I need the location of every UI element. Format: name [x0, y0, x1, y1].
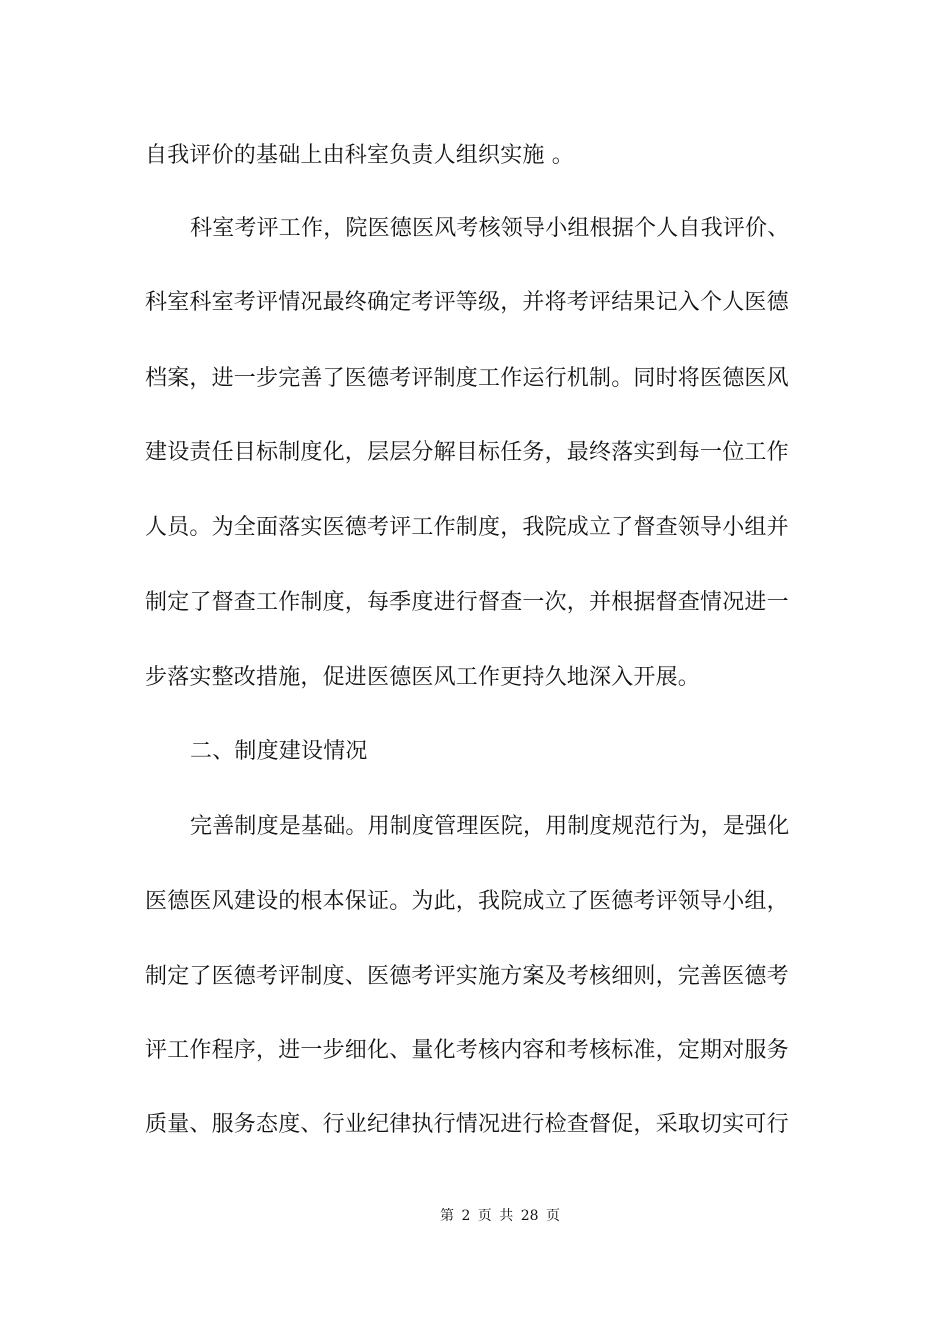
page-number-footer: 第 2 页 共 28 页 — [440, 1208, 560, 1224]
paragraph-line: 制定了医德考评制度、医德考评实施方案及考核细则，完善医德考 — [145, 964, 789, 989]
paragraph-line: 步落实整改措施，促进医德医风工作更持久地深入开展。 — [145, 665, 701, 690]
paragraph-line: 人员。为全面落实医德考评工作制度，我院成立了督查领导小组并 — [145, 515, 789, 540]
paragraph-line: 医德医风建设的根本保证。为此，我院成立了医德考评领导小组， — [145, 889, 789, 914]
paragraph-line: 自我评价的基础上由科室负责人组织实施 。 — [145, 143, 574, 168]
paragraph-line: 评工作程序，进一步细化、量化考核内容和考核标准，定期对服务 — [145, 1038, 789, 1063]
section-heading: 二、制度建设情况 — [190, 739, 368, 764]
paragraph-line: 完善制度是基础。用制度管理医院，用制度规范行为，是强化 — [190, 814, 790, 839]
paragraph-line: 质量、服务态度、行业纪律执行情况进行检查督促，采取切实可行 — [145, 1112, 789, 1137]
paragraph-line: 科室科室考评情况最终确定考评等级，并将考评结果记入个人医德 — [145, 290, 789, 315]
paragraph-line: 建设责任目标制度化，层层分解目标任务，最终落实到每一位工作 — [145, 440, 789, 465]
paragraph-line: 档案，进一步完善了医德考评制度工作运行机制。同时将医德医风 — [145, 366, 789, 391]
paragraph-line: 制定了督查工作制度，每季度进行督查一次，并根据督查情况进一 — [145, 590, 789, 615]
paragraph-line: 科室考评工作，院医德医风考核领导小组根据个人自我评价、 — [190, 216, 790, 241]
